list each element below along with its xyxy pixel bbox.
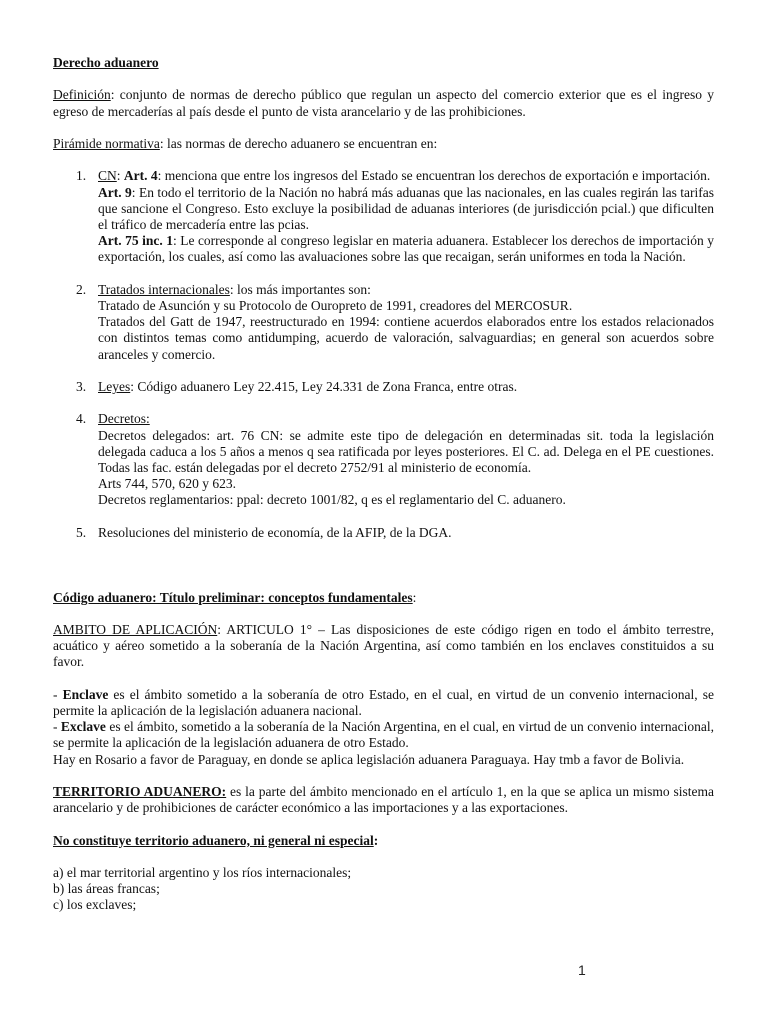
definicion-paragraph (53, 87, 714, 119)
exclave-term: Exclave (60, 719, 106, 735)
tratados-line-2: Tratados del Gatt de 1947, reestructurado en 1994: contiene acuerdos elaborados entre los estados relacionados con distintos temas como antidumping, acuerdo de valoración, salvaguardias; en general son acuerdos sobre aranceles y comercio. (98, 314, 714, 362)
art4-label: Art. 4 (123, 168, 158, 184)
cn-label: CN (98, 168, 117, 184)
enclave-paragraph (53, 687, 714, 719)
resoluciones-text: Resoluciones del ministerio de economía, de la AFIP, de la DGA. (98, 524, 452, 540)
no-constituye-heading: No constituye territorio aduanero, ni general ni especial (53, 832, 374, 848)
tratados-text: : los más importantes son: (229, 281, 371, 297)
territorio-label: TERRITORIO ADUANERO: (53, 783, 227, 799)
rosario-paragraph: Hay en Rosario a favor de Paraguay, en donde se aplica legislación aduanera Paraguaya. Hay tmb a favor de Bolivia. (53, 751, 685, 767)
document-title: Derecho aduanero (53, 55, 159, 70)
list-number: 1. (76, 168, 87, 184)
exclave-dash: - (53, 719, 61, 735)
codigo-colon: : (412, 589, 417, 605)
list-item-a: a) el mar territorial argentino y los ríos internacionales; (53, 864, 352, 880)
cn-colon: : (116, 168, 124, 184)
codigo-heading: Código aduanero: Título preliminar: conceptos fundamentales (53, 589, 413, 605)
codigo-heading-line (53, 590, 714, 606)
art4-text: : menciona que entre los ingresos del Estado se encuentran los derechos de exportación e importación. (157, 168, 711, 184)
definicion-text: : conjunto de normas de derecho público que regulan un aspecto del comercio exterior que es el ingreso y egreso de mercaderías al país desde el punto de vista arancelario y de las prohibiciones. (53, 87, 714, 119)
art4-paragraph (98, 168, 714, 184)
exclave-paragraph (53, 719, 714, 751)
ambito-paragraph (53, 622, 714, 671)
tratados-line-1: Tratado de Asunción y su Protocolo de Ouropreto de 1991, creadores del MERCOSUR. (98, 297, 573, 313)
list-number: 5. (76, 524, 87, 540)
list-item-cn (53, 168, 714, 265)
leyes-label: Leyes (98, 378, 131, 394)
no-constituye-line (53, 833, 714, 849)
art75-label: Art. 75 inc. 1 (98, 233, 173, 249)
decretos-line-2: Arts 744, 570, 620 y 623. (98, 476, 236, 492)
decretos-line-3: Decretos reglamentarios: ppal: decreto 1001/82, q es el reglamentario del C. aduanero. (98, 492, 566, 508)
enclave-term: Enclave (62, 686, 109, 702)
piramide-text: : las normas de derecho aduanero se encuentran en: (159, 135, 438, 151)
list-item-leyes (53, 379, 714, 395)
list-item-decretos (53, 411, 714, 508)
list-item-resoluciones (53, 525, 714, 541)
art9-label: Art. 9 (98, 184, 132, 200)
tratados-label: Tratados internacionales (98, 281, 230, 297)
ambito-label: AMBITO DE APLICACIÓN (53, 621, 218, 637)
ambito-text: : ARTICULO 1° – Las disposiciones de este código rigen en todo el ámbito terrestre, acuático y aéreo sometido a la soberanía de la Nación Argentina, así como también en los enclaves constituidos a su favor. (53, 621, 714, 670)
piramide-paragraph (53, 136, 714, 152)
list-number: 3. (76, 378, 87, 394)
list-number: 4. (76, 411, 87, 427)
art75-text: : Le corresponde al congreso legislar en materia aduanera. Establecer los derechos de importación y exportación, los cuales, así como las avaluaciones sobre las que recaigan, serán uniformes en toda la Nación. (98, 233, 714, 265)
exclave-text: es el ámbito, sometido a la soberanía de la Nación Argentina, en el cual, en virtud de un convenio internacional, se permite la aplicación de la legislación aduanera de otro Estado. (53, 719, 714, 751)
list-item-c: c) los exclaves; (53, 897, 137, 913)
art75-paragraph (98, 233, 714, 265)
list-number: 2. (76, 281, 87, 297)
territorio-text: es la parte del ámbito mencionado en el artículo 1, en la que se aplica un mismo sistema arancelario y de prohibiciones de carácter económico a las importaciones y a las exportaciones. (53, 783, 714, 816)
art9-paragraph (98, 185, 714, 234)
decretos-line-1: Decretos delegados: art. 76 CN: se admite este tipo de delegación en determinadas sit. toda la legislación delegada caduca a los 5 años a menos q sea ratificada por leyes posteriores. El C. ad. Delega en el PE cuestiones. Todas las fac. están delegadas por el decreto 2752/91 al ministerio de economía. (98, 427, 714, 475)
piramide-label: Pirámide normativa (53, 135, 160, 151)
territorio-paragraph (53, 784, 714, 816)
decretos-label: Decretos: (98, 411, 150, 427)
art9-text: : En todo el territorio de la Nación no habrá más aduanas que las nacionales, en las cuales regirán las tarifas que sancione el Congreso. Esto excluye la posibilidad de aduanas interiores (de jurisdicción pcial.) que dificulten el tráfico de mercadería entre las pcias. (98, 184, 714, 232)
leyes-text: : Código aduanero Ley 22.415, Ley 24.331 de Zona Franca, entre otras. (130, 378, 518, 394)
tratados-paragraph (98, 282, 714, 298)
page-number: 1 (578, 962, 586, 978)
enclave-dash: - (53, 686, 63, 702)
definicion-label: Definición (53, 87, 111, 103)
enclave-text: es el ámbito sometido a la soberanía de otro Estado, en el cual, en virtud de un convenio internacional, se permite la aplicación de la legislación aduanera nacional. (53, 686, 714, 718)
list-item-tratados (53, 282, 714, 363)
leyes-paragraph (98, 379, 714, 395)
no-constituye-colon: : (373, 832, 379, 848)
document-page (53, 55, 714, 914)
list-item-b: b) las áreas francas; (53, 881, 160, 897)
